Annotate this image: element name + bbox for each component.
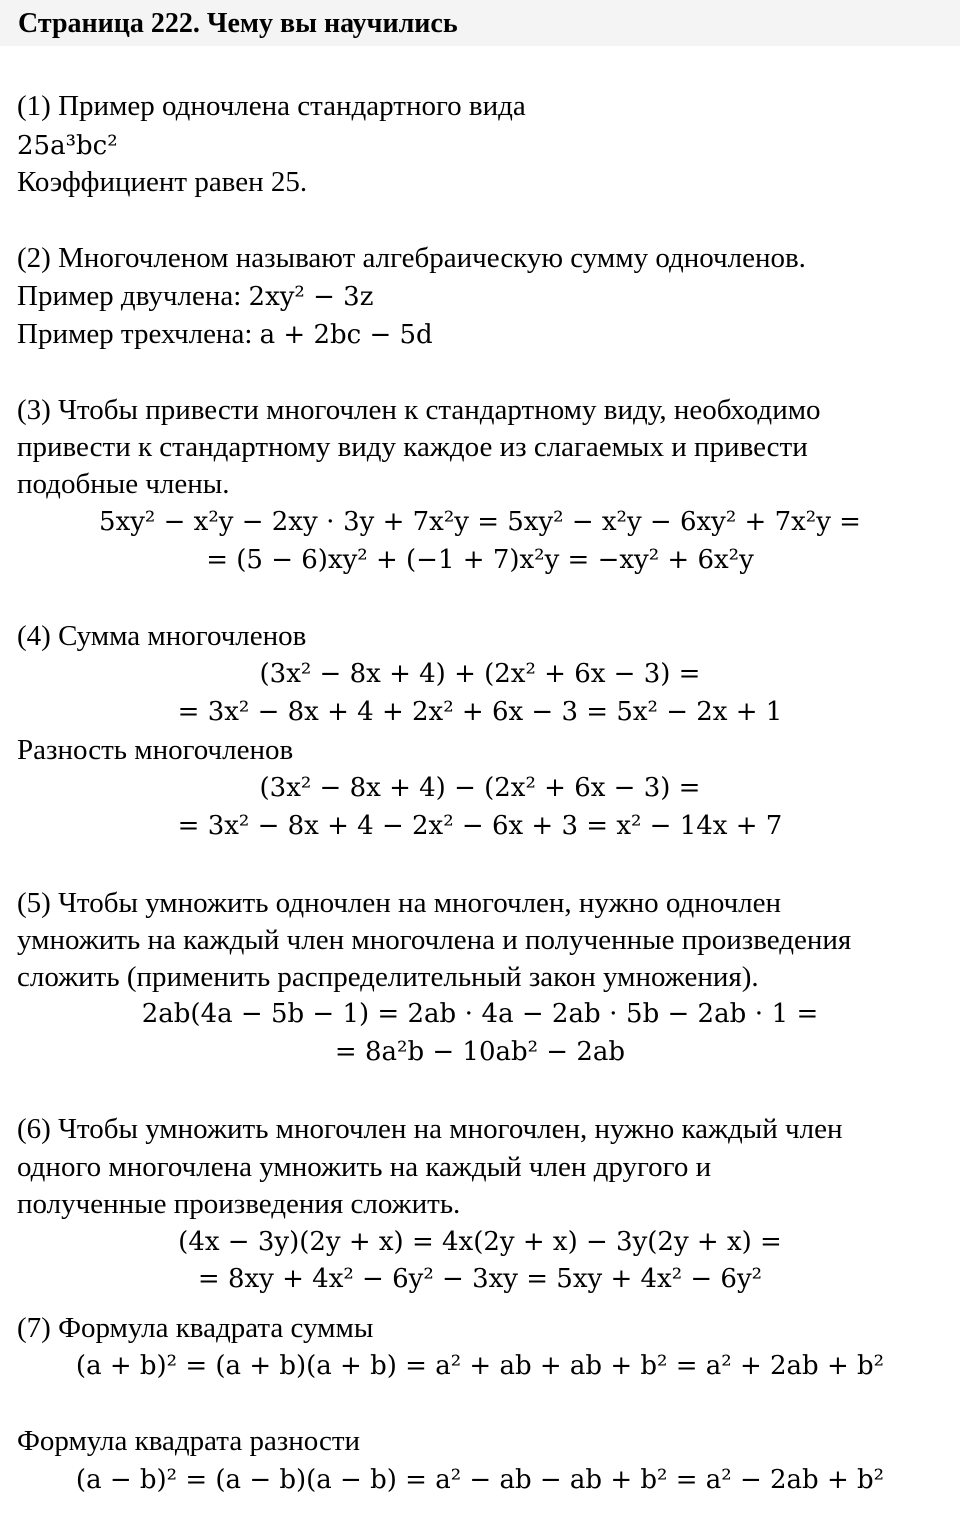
section-5-equation-2: = 8a²b − 10ab² − 2ab bbox=[334, 1037, 626, 1067]
section-6-text-line-3: полученные произведения сложить. bbox=[17, 1188, 461, 1220]
section-7-sum-label: (7) Формула квадрата суммы bbox=[17, 1312, 374, 1344]
section-6-text-line-2: одного многочлена умножить на каждый член другого и bbox=[17, 1151, 712, 1183]
section-5-text-line-1: (5) Чтобы умножить одночлен на многочлен, нужно одночлен bbox=[17, 887, 782, 919]
binomial-label: Пример двучлена: bbox=[17, 280, 249, 312]
section-4-sum-equation-2: = 3x² − 8x + 4 + 2x² + 6x − 3 = 5x² − 2x + 1 bbox=[177, 697, 783, 727]
section-4-difference-equation-2: = 3x² − 8x + 4 − 2x² − 6x + 3 = x² − 14x + 7 bbox=[177, 811, 783, 841]
section-3-equation-1: 5xy² − x²y − 2xy ⋅ 3y + 7x²y = 5xy² − x²y − 6xy² + 7x²y = bbox=[99, 507, 861, 537]
page-title: Страница 222. Чему вы научились bbox=[18, 8, 458, 39]
section-6-equation-1: (4x − 3y)(2y + x) = 4x(2y + x) − 3y(2y + x) = bbox=[178, 1227, 782, 1257]
section-3-equation-2: = (5 − 6)xy² + (−1 + 7)x²y = −xy² + 6x²y bbox=[206, 545, 754, 575]
section-2-text: (2) Многочленом называют алгебраическую сумму одночленов. bbox=[17, 242, 806, 274]
section-6-equation-2: = 8xy + 4x² − 6y² − 3xy = 5xy + 4x² − 6y² bbox=[197, 1264, 763, 1294]
section-4-difference-label: Разность многочленов bbox=[17, 734, 294, 766]
section-2-binomial bbox=[17, 278, 373, 316]
trinomial-formula: a + 2bc − 5d bbox=[259, 320, 433, 350]
section-7-difference-equation: (a − b)² = (a − b)(a − b) = a² − ab − ab + b² = a² − 2ab + b² bbox=[75, 1465, 885, 1495]
section-4-sum-equation-1: (3x² − 8x + 4) + (2x² + 6x − 3) = bbox=[259, 659, 701, 689]
section-4-difference-equation-1: (3x² − 8x + 4) − (2x² + 6x − 3) = bbox=[259, 773, 701, 803]
binomial-formula: 2xy² − 3z bbox=[248, 282, 374, 312]
trinomial-label: Пример трехчлена: bbox=[17, 318, 260, 350]
section-6-text-line-1: (6) Чтобы умножить многочлен на многочлен, нужно каждый член bbox=[17, 1113, 843, 1145]
section-7-sum-equation: (a + b)² = (a + b)(a + b) = a² + ab + ab + b² = a² + 2ab + b² bbox=[75, 1351, 885, 1381]
section-5-text-line-3: сложить (применить распределительный закон умножения). bbox=[17, 961, 759, 993]
section-1-text: (1) Пример одночлена стандартного вида bbox=[17, 90, 526, 122]
page-header bbox=[0, 0, 960, 46]
section-5-equation-1: 2ab(4a − 5b − 1) = 2ab ⋅ 4a − 2ab ⋅ 5b − 2ab ⋅ 1 = bbox=[141, 999, 819, 1029]
section-3-text-line-2: привести к стандартному виду каждое из слагаемых и привести bbox=[17, 431, 808, 463]
section-3-text-line-1: (3) Чтобы привести многочлен к стандартному виду, необходимо bbox=[17, 394, 821, 426]
section-3-text-line-3: подобные члены. bbox=[17, 468, 230, 500]
section-5-text-line-2: умножить на каждый член многочлена и полученные произведения bbox=[17, 924, 852, 956]
section-1-coefficient: Коэффициент равен 25. bbox=[17, 166, 308, 198]
section-1-formula: 25a³bc² bbox=[17, 131, 118, 161]
section-2-trinomial bbox=[17, 316, 433, 354]
section-7-difference-label: Формула квадрата разности bbox=[17, 1425, 361, 1457]
section-4-sum-label: (4) Сумма многочленов bbox=[17, 620, 307, 652]
